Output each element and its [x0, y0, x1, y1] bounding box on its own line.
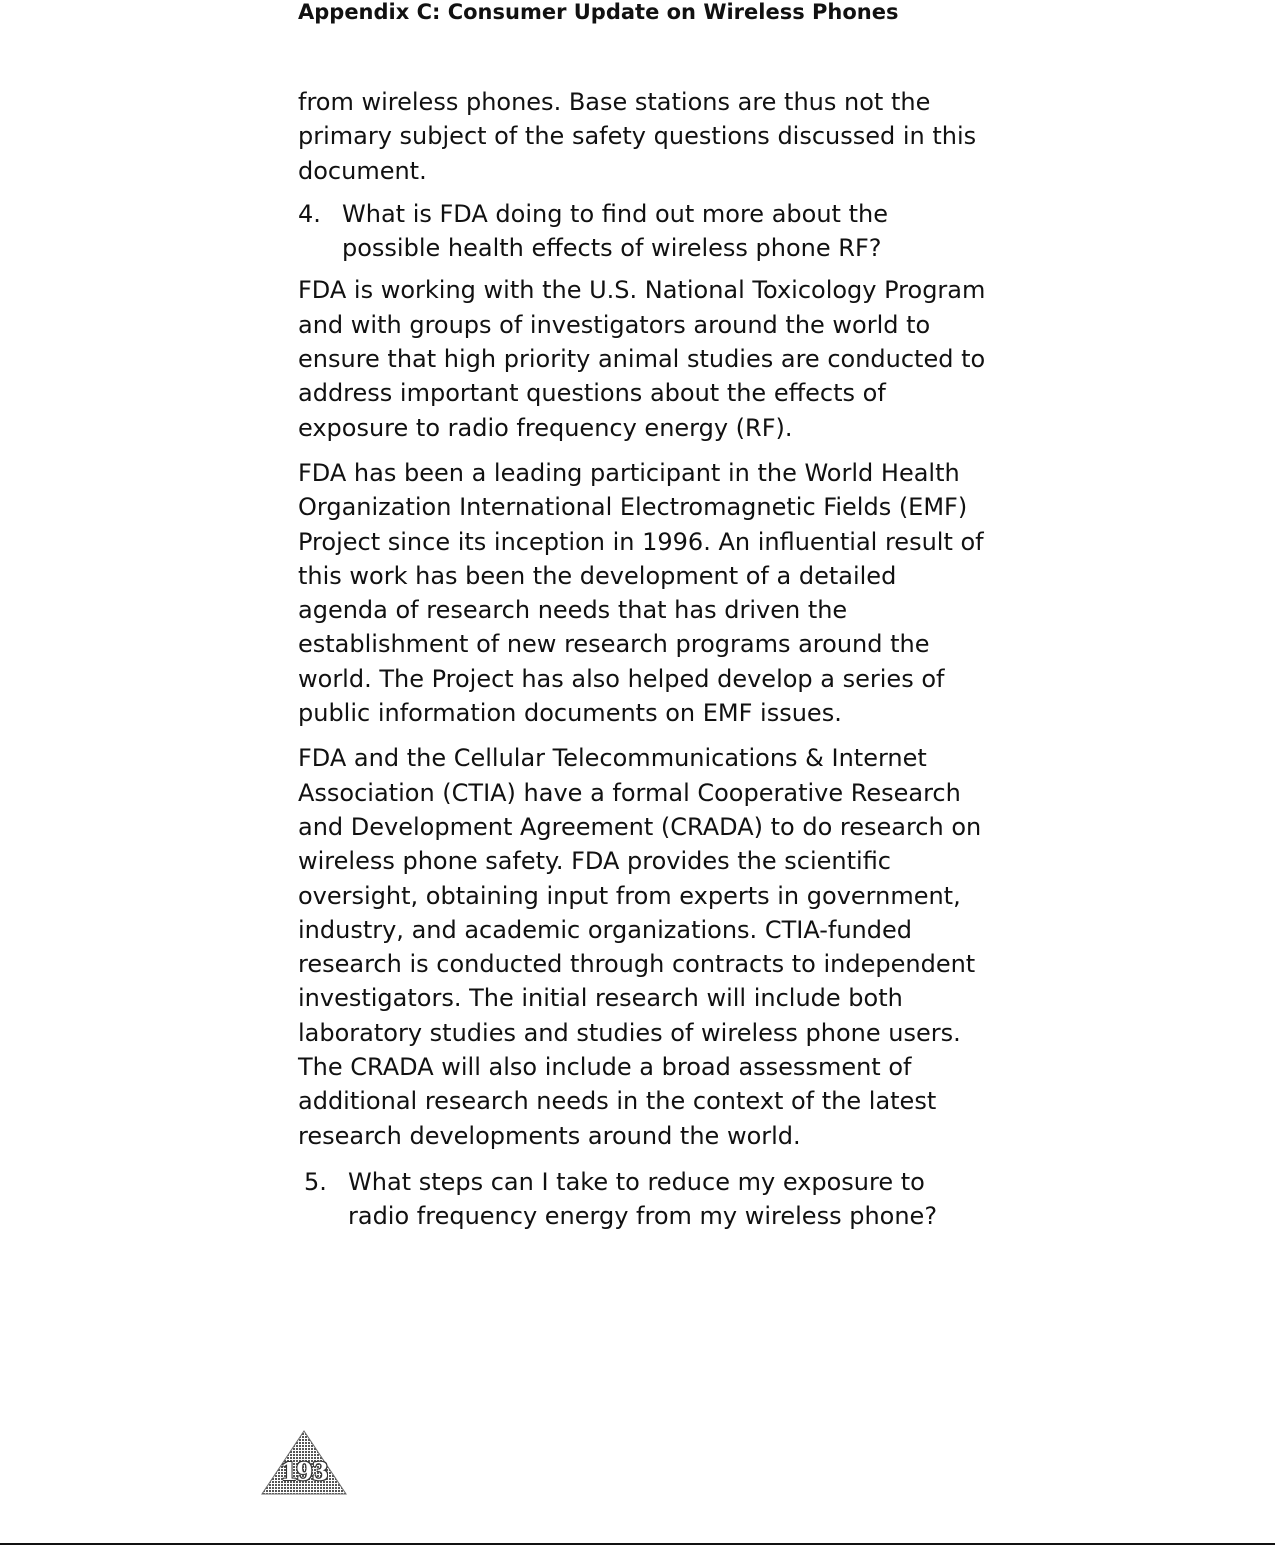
bottom-rule	[0, 1543, 1275, 1545]
document-body	[298, 85, 988, 1242]
question-text: What is FDA doing to find out more about the possible health effects of wireless phone RF?	[342, 199, 888, 263]
page-number-badge	[260, 1430, 348, 1496]
intro-paragraph: from wireless phones. Base stations are thus not the primary subject of the safety questions discussed in this document.	[298, 88, 977, 185]
paragraph-who-emf: FDA has been a leading participant in the World Health Organization International Electromagnetic Fields (EMF) Project since its inception in 1996. An influential result of this work has been the development of a detailed agenda of research needs that has driven the establishment of new research programs around the world. The Project has also helped develop a series of public information documents on EMF issues.	[298, 458, 984, 728]
question-number: 5.	[304, 1167, 327, 1196]
page-header: Appendix C: Consumer Update on Wireless Phones	[298, 0, 899, 24]
paragraph-crada: FDA and the Cellular Telecommunications & Internet Association (CTIA) have a formal Cooperative Research and Development Agreement (CRADA) to do research on wireless phone safety. FDA provides the scientific oversight, obtaining input from experts in government, industry, and academic organizations. CTIA-funded research is conducted through contracts to independent investigators. The initial research will include both laboratory studies and studies of wireless phone users. The CRADA will also include a broad assessment of additional research needs in the context of the latest research developments around the world.	[298, 744, 982, 1150]
page-number: 193	[280, 1457, 328, 1486]
paragraph-ntp: FDA is working with the U.S. National Toxicology Program and with groups of investigators around the world to ensure that high priority animal studies are conducted to address important questions about the effects of exposure to radio frequency energy (RF).	[298, 276, 986, 442]
question-5	[298, 1165, 988, 1234]
question-4	[298, 197, 988, 266]
question-text: What steps can I take to reduce my exposure to radio frequency energy from my wireless phone?	[348, 1167, 938, 1231]
question-number: 4.	[298, 199, 321, 228]
